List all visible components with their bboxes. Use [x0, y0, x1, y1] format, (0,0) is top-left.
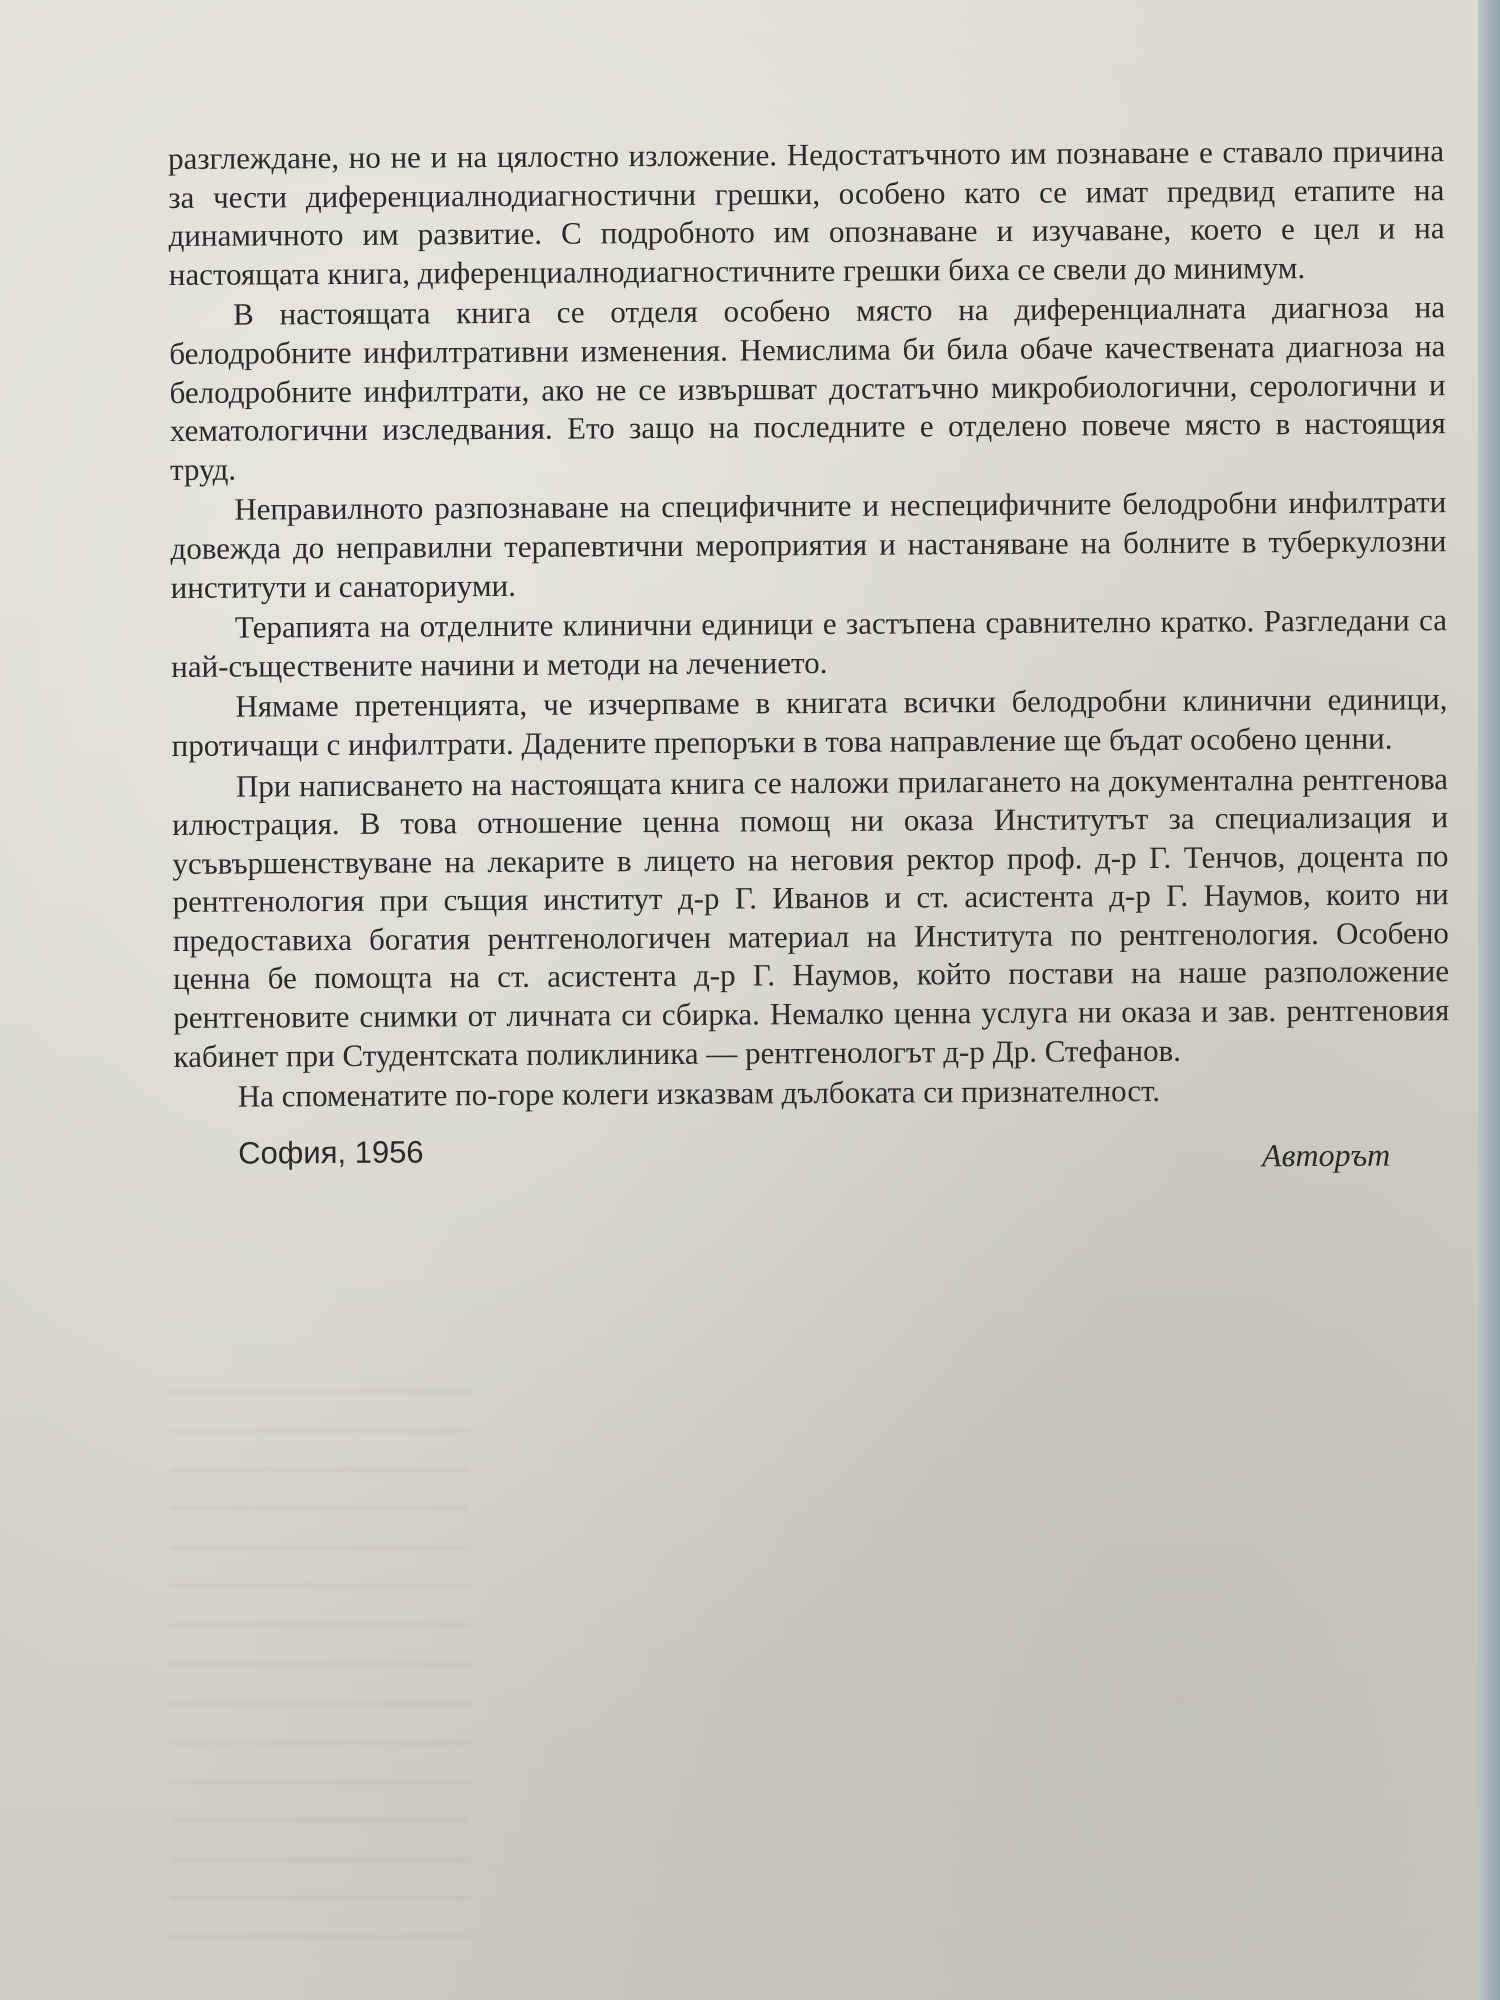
- author-signature: Авторът: [1261, 1136, 1391, 1174]
- page-edge: [1478, 0, 1500, 2000]
- paragraph-2: В настоящата книга се отделя особено място на диференциалната диагноза на белодробните инфилтративни изменения. Немислима би била обаче качествената диагноза на белодробните инфилтрати, ако не се извършват достатъчно микробиологични, серологични и хематологични изследвания. Ето защо на последните е отделено повече място в настоящия труд.: [169, 289, 1446, 487]
- paragraph-5: Нямаме претенцията, че изчерпваме в книгата всички белодробни клинични единици, протичащи с инфилтрати. Дадените препоръки в това направление ще бъдат особено ценни.: [171, 681, 1448, 763]
- preface-text: [168, 132, 1450, 1181]
- paragraph-3: Неправилното разпознаване на специфичните и неспецифичните белодробни инфилтрати довежда до неправилни терапевтични мероприятия и настаняване на болните в туберкулозни институти и санаториуми.: [170, 484, 1447, 605]
- paragraph-7: На споменатите по-горе колеги изказвам дълбоката си признателност.: [237, 1073, 1161, 1114]
- signature-row: [174, 1127, 1450, 1181]
- place-date: София, 1956: [238, 1134, 424, 1171]
- paragraph-1: разглеждане, но не и на цялостно изложение. Недостатъчното им познаване е ставало причина за чести диференциалнодиагностични грешки, особено като се имат предвид етапите на динамичното им развитие. С подробното им опознаване и изучаване, което е цел и на настоящата книга, диференциалнодиагностичните грешки биха се свели до минимум.: [168, 133, 1445, 292]
- paragraph-4: Терапията на отделните клинични единици е застъпена сравнително кратко. Разгледани са най-съществените начини и методи на лечението.: [171, 602, 1448, 684]
- paragraph-6: При написването на настоящата книга се наложи прилагането на документална рентгенова илюстрация. В това отношение ценна помощ ни оказа Институтът за специализация и усъвършенствуване на лекарите в лицето на неговия ректор проф. д-р Г. Тенчов, доцента по рентгенология при същия институт д-р Г. Иванов и ст. асистента д-р Г. Наумов, които ни предоставиха богатия рентгенологичен материал на Института по рентгенология. Особено ценна бе помощта на ст. асистента д-р Г. Наумов, който постави на наше разположение рентгеновите снимки от личната си сбирка. Немалко ценна услуга ни оказа и зав. рентгеновия кабинет при Студентската поликлиника — рентгенологът д-р Др. Стефанов.: [172, 760, 1450, 1074]
- show-through-text: [170, 1390, 470, 1950]
